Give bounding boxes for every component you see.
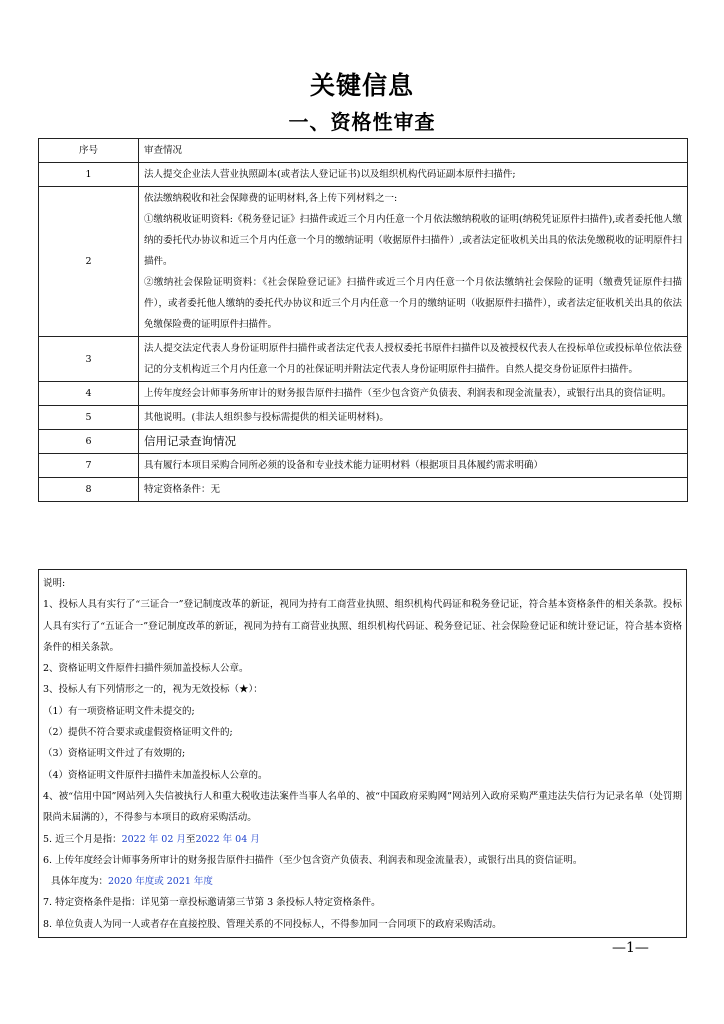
row-line: ①缴纳税收证明资料:《税务登记证》扫描件或近三个月内任意一个月依法缴纳税收的证明(纳税凭证原件扫描件),或者委托他人缴纳的委托代办协议和近三个月内任意一个月的缴纳证明（收据原件扫描件）,或者法定征收机关出具的依法免缴税收的证明原件扫描件。 — [144, 214, 682, 267]
table-row — [39, 337, 688, 382]
header-number: 序号 — [39, 139, 139, 163]
note-item: 8. 单位负责人为同一人或者存在直接控股、管理关系的不同投标人，不得参加同一合同项下的政府采购活动。 — [43, 918, 502, 930]
page-title: 关键信息 — [309, 71, 414, 100]
note-item-year — [43, 871, 682, 892]
row-number: 8 — [39, 478, 139, 502]
note-item: 6. 上传年度经会计师事务所审计的财务报告原件扫描件（至少包含资产负债表、利润表和现金流量表），或银行出具的资信证明。 — [43, 854, 583, 866]
notes-heading: 说明: — [43, 578, 66, 589]
note-item: 1、投标人具有实行了“三证合一”登记制度改革的新证，视同为持有工商营业执照、组织机构代码证和税务登记证，符合基本资格条件的相关条款。投标人具有实行了“五证合一”登记制度改革的新证，视同为持有工商营业执照、组织机构代码证、税务登记证、社会保险登记证和统计登记证，符合基本资格条件的相关条款。 — [43, 599, 682, 653]
note-item: （2）提供不符合要求或虚假资格证明文件的; — [43, 727, 233, 739]
table-row — [39, 406, 688, 430]
year-prefix: 具体年度为： — [51, 876, 109, 888]
year-value: 2020 年度或 2021 年度 — [108, 876, 213, 888]
table-row — [39, 430, 688, 454]
row-content: 上传年度经会计师事务所审计的财务报告原件扫描件（至少包含资产负债表、利润表和现金流量表），或银行出具的资信证明。 — [139, 382, 688, 406]
note-item: 7. 特定资格条件是指：详见第一章投标邀请第三节第 3 条投标人特定资格条件。 — [43, 897, 381, 909]
note-item: 2、资格证明文件原件扫描件须加盖投标人公章。 — [43, 663, 249, 675]
row-line: ②缴纳社会保险证明资料：《社会保险登记证》扫描件或近三个月内任意一个月依法缴纳社会保险的证明（缴费凭证原件扫描件），或者委托他人缴纳的委托代办协议和近三个月内任意一个月的缴纳证明（收据原件扫描件），或者法定征收机关出具的依法免缴保险费的证明原件扫描件。 — [144, 277, 682, 330]
table-row — [39, 454, 688, 478]
row-content: 特定资格条件：无 — [139, 478, 688, 502]
table-row — [39, 187, 688, 337]
note-item-period — [43, 829, 682, 850]
page-number: —1— — [612, 940, 649, 956]
period-to: 2022 年 04 月 — [195, 833, 260, 845]
period-prefix: 5. 近三个月是指： — [43, 833, 122, 845]
table-row — [39, 382, 688, 406]
row-content: 具有履行本项目采购合同所必须的设备和专业技术能力证明材料（根据项目具体履约需求明确） — [139, 454, 688, 478]
note-item: 3、投标人有下列情形之一的，视为无效投标（★）： — [43, 684, 263, 696]
row-content: 法人提交法定代表人身份证明原件扫描件或者法定代表人授权委托书原件扫描件以及被授权代表人在投标单位或投标单位依法登记的分支机构近三个月内任意一个月的社保证明并附法定代表人身份证明原件扫描件。自然人提交身份证原件扫描件。 — [139, 337, 688, 382]
row-number: 4 — [39, 382, 139, 406]
row-content: 法人提交企业法人营业执照副本(或者法人登记证书)以及组织机构代码证副本原件扫描件; — [139, 163, 688, 187]
row-content: 信用记录查询情况 — [139, 430, 688, 454]
row-number: 2 — [39, 187, 139, 337]
header-review: 审查情况 — [139, 139, 688, 163]
table-header-row — [39, 139, 688, 163]
period-mid: 至 — [185, 833, 196, 845]
note-item: （1）有一项资格证明文件未提交的; — [43, 705, 195, 717]
notes-box — [38, 569, 687, 938]
row-number: 3 — [39, 337, 139, 382]
row-number: 6 — [39, 430, 139, 454]
row-number: 5 — [39, 406, 139, 430]
table-row — [39, 163, 688, 187]
note-item: 4、被“信用中国”网站列入失信被执行人和重大税收违法案件当事人名单的、被“中国政府采购网”网站列入政府采购严重违法失信行为记录名单（处罚期限尚未届满的），不得参与本项目的政府采购活动。 — [43, 790, 682, 824]
section-title: 一、资格性审查 — [288, 110, 436, 134]
qualification-table — [38, 138, 688, 502]
row-number: 1 — [39, 163, 139, 187]
row-content: 其他说明。(非法人组织参与投标需提供的相关证明材料)。 — [139, 406, 688, 430]
row-number: 7 — [39, 454, 139, 478]
row-line: 依法缴纳税收和社会保障费的证明材料,各上传下列材料之一: — [144, 193, 398, 204]
note-item: （4）资格证明文件原件扫描件未加盖投标人公章的。 — [43, 769, 268, 781]
note-item: （3）资格证明文件过了有效期的; — [43, 748, 186, 760]
period-from: 2022 年 02 月 — [121, 833, 186, 845]
row-content — [139, 187, 688, 337]
table-row — [39, 478, 688, 502]
